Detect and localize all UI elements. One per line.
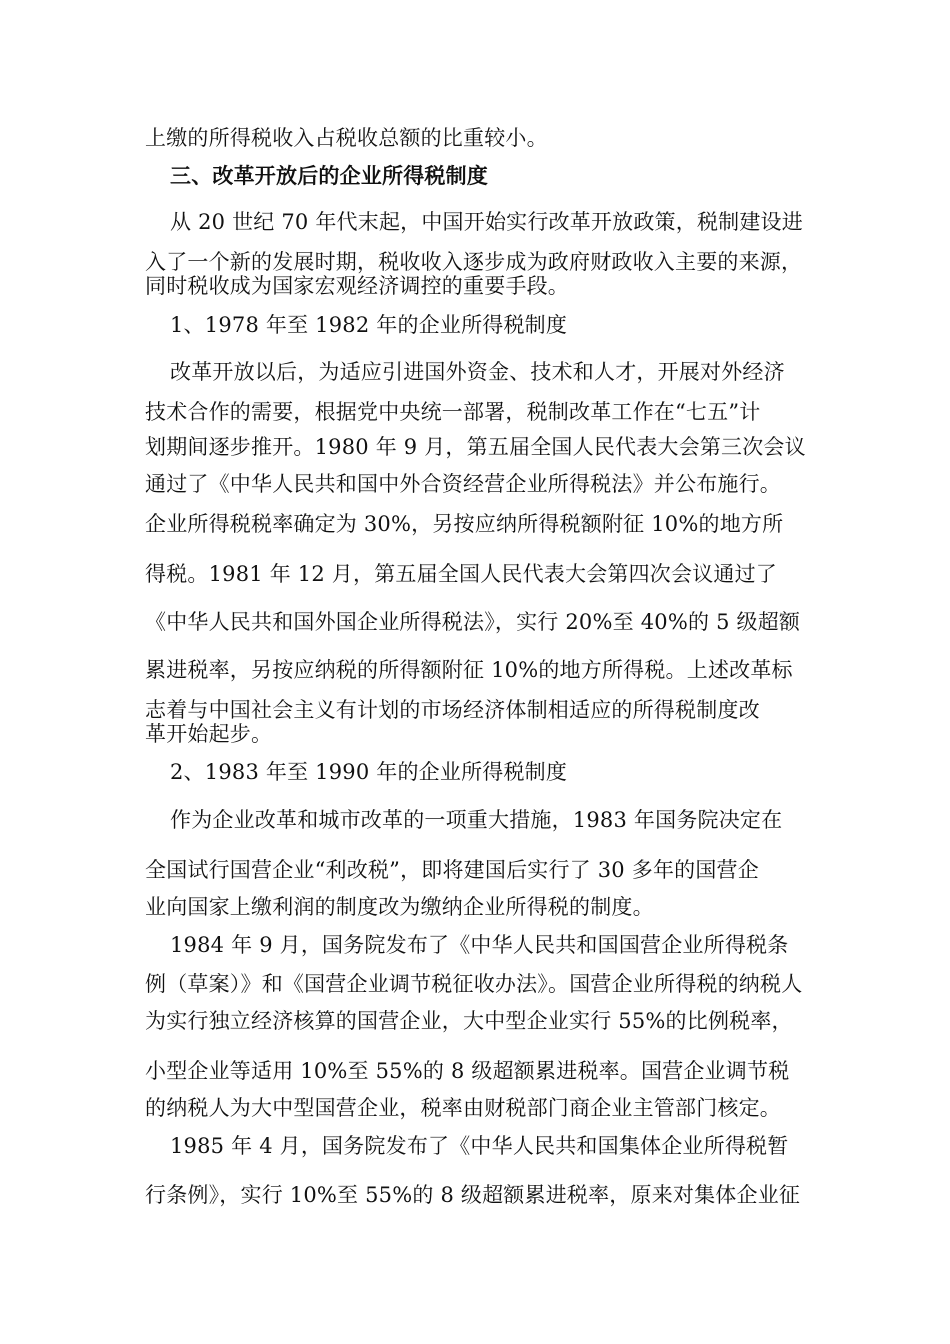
text-line: 通过了《中华人民共和国中外合资经营企业所得税法》并公布施行。	[145, 472, 781, 496]
text-line: 上缴的所得税收入占税收总额的比重较小。	[145, 126, 548, 150]
text-line: 入了一个新的发展时期，税收收入逐步成为政府财政收入主要的来源，	[145, 250, 803, 274]
text-line: 行条例》，实行 10%至 55%的 8 级超额累进税率，原来对集体企业征	[145, 1183, 801, 1207]
text-line: 小型企业等适用 10%至 55%的 8 级超额累进税率。国营企业调节税	[145, 1059, 790, 1083]
text-line: 的纳税人为大中型国营企业，税率由财税部门商企业主管部门核定。	[145, 1096, 781, 1120]
text-line: 技术合作的需要，根据党中央统一部署，税制改革工作在“七五”计	[145, 400, 761, 424]
text-line: 全国试行国营企业“利改税”，即将建国后实行了 30 多年的国营企	[145, 858, 759, 882]
section-heading: 三、改革开放后的企业所得税制度	[170, 163, 488, 188]
text-line: 改革开放以后，为适应引进国外资金、技术和人才，开展对外经济	[170, 360, 785, 384]
text-line: 1984 年 9 月，国务院发布了《中华人民共和国国营企业所得税条	[170, 933, 789, 957]
subsection-heading: 1、1978 年至 1982 年的企业所得税制度	[170, 313, 568, 337]
text-line: 志着与中国社会主义有计划的市场经济体制相适应的所得税制度改	[145, 698, 760, 722]
subsection-heading: 2、1983 年至 1990 年的企业所得税制度	[170, 760, 568, 784]
text-line: 业向国家上缴利润的制度改为缴纳企业所得税的制度。	[145, 895, 654, 919]
text-line: 同时税收成为国家宏观经济调控的重要手段。	[145, 274, 569, 298]
text-line: 《中华人民共和国外国企业所得税法》，实行 20%至 40%的 5 级超额	[145, 610, 801, 634]
text-line: 累进税率，另按应纳税的所得额附征 10%的地方所得税。上述改革标	[145, 658, 793, 682]
text-line: 1985 年 4 月，国务院发布了《中华人民共和国集体企业所得税暂	[170, 1134, 789, 1158]
text-line: 为实行独立经济核算的国营企业，大中型企业实行 55%的比例税率，	[145, 1009, 793, 1033]
text-line: 革开始起步。	[145, 722, 273, 746]
text-line: 例（草案）》和《国营企业调节税征收办法》。国营企业所得税的纳税人	[145, 972, 803, 996]
text-line: 企业所得税税率确定为 30%，另按应纳所得税额附征 10%的地方所	[145, 512, 784, 536]
text-line: 划期间逐步推开。1980 年 9 月，第五届全国人民代表大会第三次会议	[145, 435, 806, 459]
text-line: 得税。1981 年 12 月，第五届全国人民代表大会第四次会议通过了	[145, 562, 777, 586]
text-line: 作为企业改革和城市改革的一项重大措施，1983 年国务院决定在	[170, 808, 783, 832]
text-line: 从 20 世纪 70 年代末起，中国开始实行改革开放政策，税制建设进	[170, 210, 803, 234]
